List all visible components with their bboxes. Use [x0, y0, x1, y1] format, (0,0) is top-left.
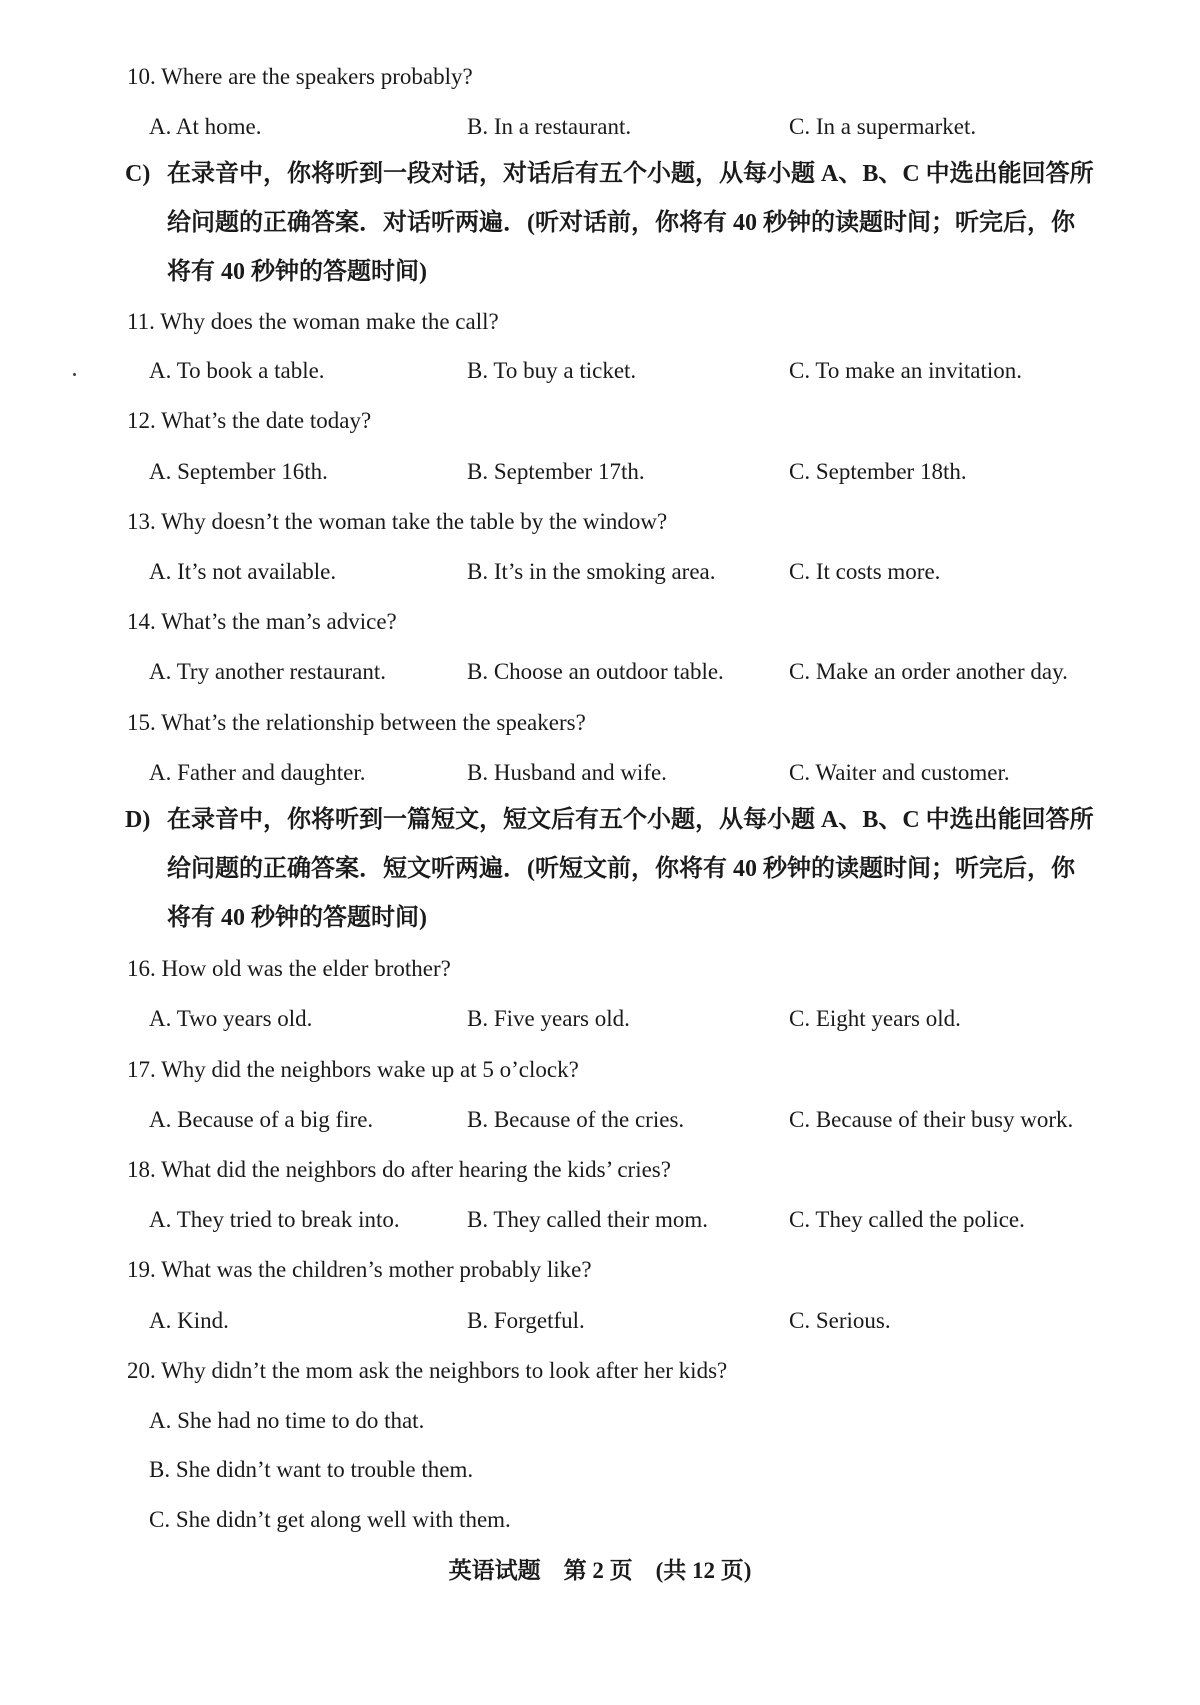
- option-b: B. September 17th.: [467, 459, 645, 484]
- option-b: B. In a restaurant.: [467, 114, 632, 139]
- option-b: B. Forgetful.: [467, 1308, 585, 1333]
- section-c-label: C): [125, 161, 151, 187]
- question-14-options: [0, 657, 1200, 687]
- section-c-line-3: 将有 40 秒钟的答题时间): [167, 259, 427, 285]
- page-footer: 英语试题 第 2 页 (共 12 页): [448, 1558, 752, 1583]
- question-18: 18. What did the neighbors do after hearing the kids’ cries?: [127, 1157, 671, 1182]
- option-a: A. September 16th.: [149, 459, 328, 484]
- option-a: A. Two years old.: [149, 1006, 313, 1031]
- question-10-options: [0, 112, 1200, 142]
- option-b: B. Five years old.: [467, 1006, 630, 1031]
- option-a: A. Because of a big fire.: [149, 1107, 374, 1132]
- option-b: B. They called their mom.: [467, 1207, 709, 1232]
- option-a: A. Try another restaurant.: [149, 659, 386, 684]
- section-d-line-3: 将有 40 秒钟的答题时间): [167, 905, 427, 931]
- scan-speck: [73, 373, 76, 376]
- section-d-label: D): [125, 807, 151, 833]
- question-17-options: [0, 1105, 1200, 1135]
- section-c-line-1: 在录音中，你将听到一段对话，对话后有五个小题，从每小题 A、B、C 中选出能回答所: [167, 161, 1094, 187]
- question-16-options: [0, 1004, 1200, 1034]
- option-a: A. It’s not available.: [149, 559, 337, 584]
- option-b: B. It’s in the smoking area.: [467, 559, 716, 584]
- option-a: A. At home.: [149, 114, 262, 139]
- option-b: B. She didn’t want to trouble them.: [149, 1457, 474, 1482]
- question-10: 10. Where are the speakers probably?: [127, 64, 473, 89]
- question-11-options: [0, 356, 1200, 386]
- section-c-instructions: [125, 150, 1094, 297]
- question-18-options: [0, 1205, 1200, 1235]
- option-c: C. They called the police.: [789, 1207, 1025, 1232]
- option-b: B. To buy a ticket.: [467, 358, 637, 383]
- section-d-line-1: 在录音中，你将听到一篇短文，短文后有五个小题，从每小题 A、B、C 中选出能回答所: [167, 807, 1094, 833]
- question-14: 14. What’s the man’s advice?: [127, 609, 397, 634]
- option-b: B. Choose an outdoor table.: [467, 659, 724, 684]
- option-a: A. Kind.: [149, 1308, 229, 1333]
- option-c: C. She didn’t get along well with them.: [149, 1507, 511, 1532]
- question-15: 15. What’s the relationship between the speakers?: [127, 710, 586, 735]
- option-a: A. They tried to break into.: [149, 1207, 400, 1232]
- option-c: C. September 18th.: [789, 459, 967, 484]
- question-13-options: [0, 557, 1200, 587]
- option-a: A. To book a table.: [149, 358, 325, 383]
- option-b: B. Husband and wife.: [467, 760, 667, 785]
- option-c: C. It costs more.: [789, 559, 941, 584]
- question-15-options: [0, 758, 1200, 788]
- section-c-line-2: 给问题的正确答案．对话听两遍．(听对话前，你将有 40 秒钟的读题时间；听完后，你: [167, 210, 1075, 236]
- option-a: A. She had no time to do that.: [149, 1408, 425, 1433]
- option-c: C. Waiter and customer.: [789, 760, 1010, 785]
- section-d-instructions: [125, 796, 1094, 943]
- option-c: C. In a supermarket.: [789, 114, 977, 139]
- question-11: 11. Why does the woman make the call?: [127, 309, 499, 334]
- question-19-options: [0, 1306, 1200, 1336]
- option-c: C. Make an order another day.: [789, 659, 1068, 684]
- question-16: 16. How old was the elder brother?: [127, 956, 451, 981]
- question-13: 13. Why doesn’t the woman take the table by the window?: [127, 509, 668, 534]
- option-a: A. Father and daughter.: [149, 760, 366, 785]
- question-19: 19. What was the children’s mother probably like?: [127, 1257, 592, 1282]
- option-c: C. To make an invitation.: [789, 358, 1023, 383]
- section-d-line-2: 给问题的正确答案．短文听两遍．(听短文前，你将有 40 秒钟的读题时间；听完后，你: [167, 856, 1075, 882]
- question-20: 20. Why didn’t the mom ask the neighbors to look after her kids?: [127, 1358, 728, 1383]
- option-c: C. Eight years old.: [789, 1006, 961, 1031]
- question-12: 12. What’s the date today?: [127, 408, 372, 433]
- option-c: C. Because of their busy work.: [789, 1107, 1074, 1132]
- option-c: C. Serious.: [789, 1308, 891, 1333]
- option-b: B. Because of the cries.: [467, 1107, 685, 1132]
- question-17: 17. Why did the neighbors wake up at 5 o’clock?: [127, 1057, 579, 1082]
- question-12-options: [0, 457, 1200, 487]
